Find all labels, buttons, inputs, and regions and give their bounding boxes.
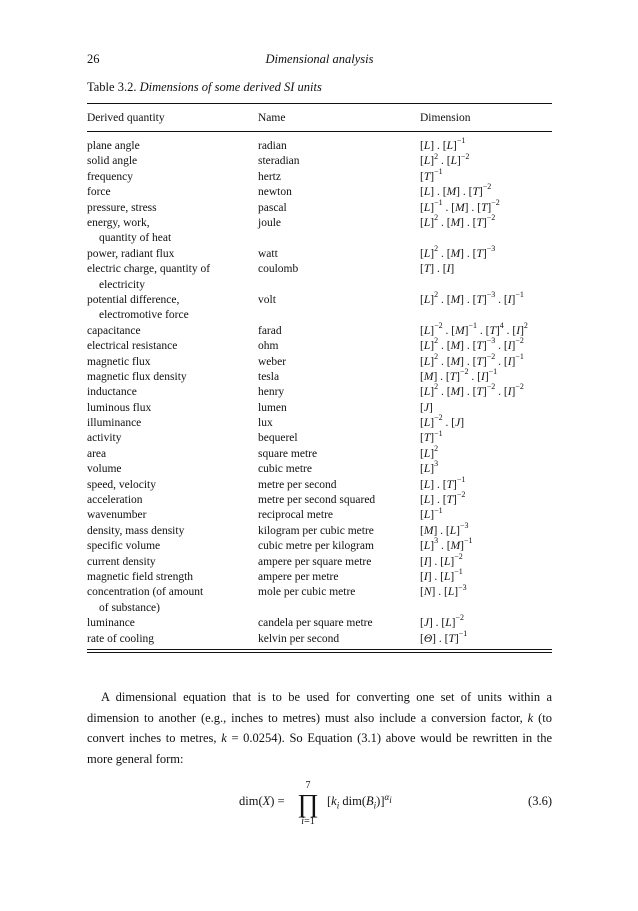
table-row	[87, 136, 552, 154]
derived-quantity: luminous flux	[87, 401, 152, 414]
unit-name: farad	[258, 324, 282, 337]
dimension: $[L]^2$ . $[L]^{-2}$	[420, 151, 470, 168]
derived-quantity-continuation: electricity	[99, 278, 145, 291]
table-row	[87, 290, 552, 324]
column-header: Dimension	[420, 112, 471, 124]
table-row	[87, 151, 552, 169]
dimension: [L] . $[T]^{-2}$	[420, 490, 466, 507]
dimension: $[L]^2$	[420, 444, 439, 460]
derived-quantity: magnetic field strength	[87, 570, 194, 583]
derived-quantity: acceleration	[87, 494, 143, 507]
header-rule	[87, 131, 552, 132]
unit-name: lumen	[258, 401, 287, 414]
derived-quantity: electrical resistance	[87, 340, 178, 353]
dimension: [I] . $[L]^{-2}$	[420, 551, 463, 568]
dimension: [J] . $[L]^{-2}$	[420, 613, 465, 630]
table-row	[87, 213, 552, 247]
unit-name: weber	[258, 355, 287, 368]
derived-quantity: solid angle	[87, 155, 138, 168]
table-row	[87, 474, 552, 493]
product-upper-limit: 7	[305, 780, 311, 791]
derived-quantity: magnetic flux	[87, 355, 151, 368]
table-title: Dimensions of some derived SI units	[139, 80, 322, 94]
derived-quantity: potential difference, electromotive force	[87, 293, 179, 308]
dimension: $[L]^3$ . $[M]^{-1}$	[420, 536, 473, 553]
dimension: [L] . [M] . $[T]^{-2}$	[420, 182, 492, 199]
unit-name: pascal	[258, 201, 287, 214]
unit-name: reciprocal metre	[258, 509, 334, 522]
table-body	[87, 136, 552, 647]
table-row	[87, 613, 552, 631]
unit-name: volt	[258, 293, 276, 306]
unit-name: henry	[258, 386, 285, 399]
unit-name: cubic metre per kilogram	[258, 540, 374, 553]
dimension: $[T]^{-1}$	[420, 166, 443, 183]
unit-name: candela per square metre	[258, 617, 373, 630]
table-row	[87, 582, 552, 616]
derived-quantity: plane angle	[87, 140, 140, 152]
dimension: [M] . $[T]^{-2}$ . $[I]^{-1}$	[420, 367, 498, 383]
page-number: 26	[87, 52, 100, 66]
unit-name: metre per second	[258, 478, 337, 491]
derived-quantity-continuation: of substance)	[99, 601, 160, 614]
table-row	[87, 551, 552, 570]
unit-name: steradian	[258, 155, 300, 168]
derived-quantity: frequency	[87, 170, 133, 183]
table-row	[87, 367, 552, 385]
unit-name: cubic metre	[258, 463, 312, 476]
table-row	[87, 628, 552, 647]
derived-quantity: inductance	[87, 386, 137, 399]
column-header: Name	[258, 112, 286, 124]
unit-name: lux	[258, 417, 273, 430]
table-row	[87, 351, 552, 370]
dimension: $[L]^3$	[420, 459, 439, 476]
unit-name: mole per cubic metre	[258, 586, 356, 599]
derived-quantity: pressure, stress	[87, 201, 157, 214]
dimension: $[L]^{-1}$	[420, 505, 443, 522]
derived-quantity: current density	[87, 555, 156, 568]
unit-name: joule	[258, 216, 281, 229]
product-lower-limit: i=1	[301, 816, 315, 827]
unit-name: bequerel	[258, 432, 298, 445]
table-row	[87, 428, 552, 446]
table-row	[87, 336, 552, 354]
dimension: [N] . $[L]^{-3}$	[420, 582, 467, 599]
derived-quantity: speed, velocity	[87, 478, 156, 491]
table-row	[87, 243, 552, 262]
dimension: $[L]^2$ . [M] . $[T]^{-3}$ . $[I]^{-1}$	[420, 290, 524, 306]
derived-quantity: magnetic flux density	[87, 370, 187, 383]
derived-quantity-continuation: quantity of heat	[99, 232, 172, 245]
dimension: [M] . $[L]^{-3}$	[420, 520, 469, 537]
table-row	[87, 320, 552, 339]
dimension: $[L]^{-1}$ . [M] . $[T]^{-2}$	[420, 197, 500, 214]
dimension: [J]	[420, 401, 433, 414]
dimension: $[L]^2$ . [M] . $[T]^{-2}$	[420, 213, 496, 229]
unit-name: coulomb	[258, 263, 299, 276]
running-title: Dimensional analysis	[265, 52, 374, 66]
derived-quantity: specific volume	[87, 540, 161, 553]
table-row	[87, 520, 552, 539]
table-caption	[87, 80, 322, 95]
derived-quantity: illuminance	[87, 417, 142, 430]
bottom-rule-double	[87, 652, 552, 653]
table-row	[87, 459, 552, 477]
unit-name: metre per second squared	[258, 494, 376, 507]
bottom-rule	[87, 649, 552, 650]
top-rule	[87, 103, 552, 104]
product-operator	[295, 780, 321, 827]
unit-name: radian	[258, 140, 287, 152]
unit-name: kilogram per cubic metre	[258, 524, 374, 537]
column-header: Derived quantity	[87, 112, 165, 124]
table-header	[87, 112, 552, 126]
derived-quantity: capacitance	[87, 324, 141, 337]
dimension: $[L]^2$ . [M] . $[T]^{-3}$ . $[I]^{-2}$	[420, 336, 524, 353]
dimension: $[L]^2$ . [M] . $[T]^{-3}$	[420, 243, 496, 260]
derived-quantity: volume	[87, 463, 122, 476]
table-row	[87, 197, 552, 216]
table-row	[87, 444, 552, 462]
table-row	[87, 490, 552, 508]
body-paragraph	[87, 687, 552, 769]
derived-quantity: force	[87, 186, 111, 199]
unit-name: ohm	[258, 340, 279, 353]
unit-name: kelvin per second	[258, 632, 340, 645]
dimension: [L] . $[T]^{-1}$	[420, 474, 466, 491]
table-row	[87, 401, 552, 416]
table-row	[87, 382, 552, 400]
unit-name: square metre	[258, 447, 318, 460]
table-row	[87, 262, 552, 293]
equation-lhs: dim(X) =	[239, 794, 285, 808]
table-row	[87, 182, 552, 200]
derived-quantity: activity	[87, 432, 122, 445]
dimension: $[T]^{-1}$	[420, 428, 443, 445]
running-header	[87, 52, 552, 68]
table-row	[87, 505, 552, 523]
dimension: $[L]^2$ . [M] . $[T]^{-2}$ . $[I]^{-2}$	[420, 382, 524, 399]
unit-name: newton	[258, 186, 292, 199]
derived-quantity: wavenumber	[87, 509, 147, 522]
table-row	[87, 567, 552, 585]
paragraph-text: A dimensional equation that is to be used for converting one set of units within a dimension to another (e.g., inches to metres) must also include a conversion factor, k (to convert inches to metres, k = 0.0254). So Equation (3.1) above would be rewritten in the more general form:	[87, 690, 552, 766]
derived-quantity-continuation: electromotive force	[99, 309, 189, 322]
derived-quantity: concentration (of amount of substance)	[87, 585, 203, 600]
table-row	[87, 536, 552, 554]
dimension: $[L]^{-2}$ . $[M]^{-1}$ . $[T]^4$ . $[I]^2$	[420, 320, 528, 337]
unit-name: ampere per metre	[258, 570, 339, 583]
dimension: $[L]^2$ . [M] . $[T]^{-2}$ . $[I]^{-1}$	[420, 351, 524, 368]
product-symbol: ∏	[297, 789, 319, 818]
derived-quantity: rate of cooling	[87, 632, 155, 645]
equation-body: [$k_i$ $dim(B_i)]^{\alpha_i}$	[327, 791, 392, 811]
dimension: [T] . [I]	[420, 263, 455, 276]
equation	[87, 770, 552, 830]
table-label: Table 3.2.	[87, 80, 137, 94]
derived-quantity: electric charge, quantity of electricity	[87, 262, 210, 277]
unit-name: hertz	[258, 170, 281, 183]
dimension: [I] . $[L]^{-1}$	[420, 567, 463, 583]
derived-quantity: luminance	[87, 617, 135, 630]
table-row	[87, 413, 552, 431]
equation-number: (3.6)	[528, 794, 552, 808]
dimension: [L] . $[L]^{-1}$	[420, 136, 466, 152]
derived-quantity: density, mass density	[87, 524, 185, 537]
unit-name: ampere per square metre	[258, 555, 372, 568]
dimension: $[L]^{-2}$ . [J]	[420, 413, 465, 430]
derived-quantity: area	[87, 447, 107, 460]
dimension: [Θ] . $[T]^{-1}$	[420, 628, 468, 645]
unit-name: tesla	[258, 370, 280, 383]
derived-quantity: energy, work, quantity of heat	[87, 216, 150, 231]
unit-name: watt	[258, 247, 278, 260]
derived-quantity: power, radiant flux	[87, 247, 175, 260]
